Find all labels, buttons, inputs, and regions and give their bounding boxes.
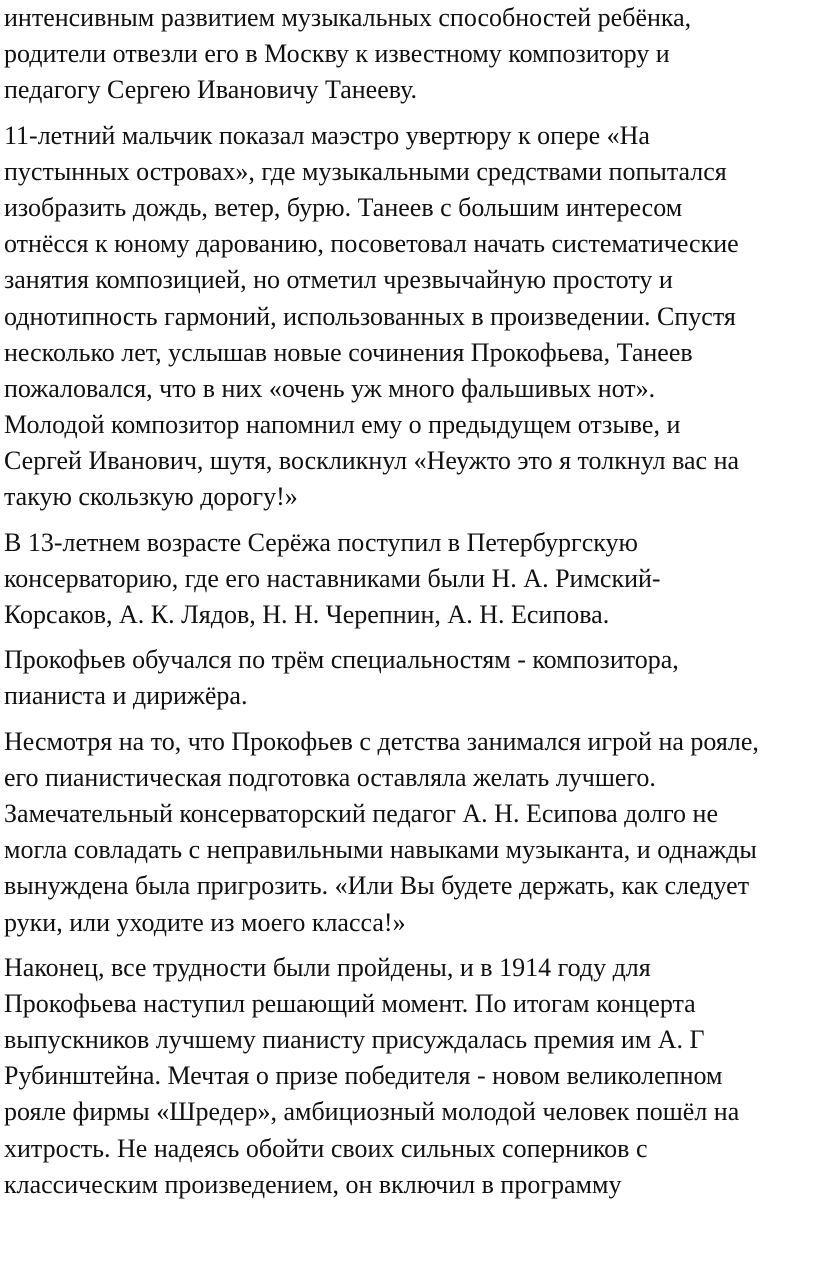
paragraph-gap xyxy=(4,516,816,525)
paragraph-gap xyxy=(4,633,816,642)
text-line: пожаловался, что в них «очень уж много фальшивых нот». xyxy=(4,373,656,403)
text-line: несколько лет, услышав новые сочинения Прокофьева, Танеев xyxy=(4,337,693,367)
text-line: пианиста и дирижёра. xyxy=(4,681,248,711)
paragraph-5 xyxy=(4,724,816,941)
text-line: Наконец, все трудности были пройдены, и в 1914 году для xyxy=(4,952,651,982)
text-line: В 13-летнем возрасте Серёжа поступил в Петербургскую xyxy=(4,527,638,557)
paragraph-1 xyxy=(4,0,816,109)
paragraph-gap xyxy=(4,941,816,950)
text-line: такую скользкую дорогу!» xyxy=(4,482,298,512)
text-line: консерваторию, где его наставниками были Н. А. Римский- xyxy=(4,563,661,593)
text-line: родители отвезли его в Москву к известному композитору и xyxy=(4,39,670,69)
text-line: Прокофьева наступил решающий момент. По итогам концерта xyxy=(4,988,696,1018)
text-line: Прокофьев обучался по трём специальностям - композитора, xyxy=(4,645,679,675)
text-line: педагогу Сергею Ивановичу Танееву. xyxy=(4,75,418,105)
text-line: интенсивным развитием музыкальных способностей ребёнка, xyxy=(4,3,692,32)
text-line: хитрость. Не надеясь обойти своих сильных соперников с xyxy=(4,1133,648,1163)
text-line: Рубинштейна. Мечтая о призе победителя - новом великолепном xyxy=(4,1061,723,1091)
text-line: руки, или уходите из моего класса!» xyxy=(4,907,406,937)
paragraph-6 xyxy=(4,950,816,1203)
paragraph-gap xyxy=(4,109,816,118)
text-line: рояле фирмы «Шредер», амбициозный молодой человек пошёл на xyxy=(4,1097,740,1127)
text-line: Молодой композитор напомнил ему о предыдущем отзыве, и xyxy=(4,410,681,440)
text-line: занятия композицией, но отметил чрезвычайную простоту и xyxy=(4,265,673,295)
text-line: Корсаков, А. К. Лядов, Н. Н. Черепнин, А. Н. Есипова. xyxy=(4,600,610,629)
text-line: Несмотря на то, что Прокофьев с детства занимался игрой на рояле, xyxy=(4,726,759,756)
text-line: могла совладать с неправильными навыками музыканта, и однажды xyxy=(4,835,757,865)
text-line: классическим произведением, он включил в программу xyxy=(4,1169,622,1199)
text-line: вынуждена была пригрозить. «Или Вы будете держать, как следует xyxy=(4,871,750,901)
paragraph-4 xyxy=(4,642,816,714)
paragraph-gap xyxy=(4,715,816,724)
document-page xyxy=(4,0,816,1203)
text-line: изобразить дождь, ветер, бурю. Танеев с большим интересом xyxy=(4,192,683,222)
text-line: Сергей Иванович, шутя, воскликнул «Неужто это я толкнул вас на xyxy=(4,446,740,476)
paragraph-2 xyxy=(4,118,816,516)
text-line: однотипность гармоний, использованных в произведении. Спустя xyxy=(4,301,736,331)
text-line: отнёсся к юному дарованию, посоветовал начать систематические xyxy=(4,229,739,259)
text-line: выпускников лучшему пианисту присуждалась премия им А. Г xyxy=(4,1025,705,1055)
text-line: пустынных островах», где музыкальными средствами попытался xyxy=(4,156,727,186)
paragraph-3 xyxy=(4,525,816,634)
text-line: его пианистическая подготовка оставляла желать лучшего. xyxy=(4,762,656,792)
text-line: 11-летний мальчик показал маэстро увертюру к опере «На xyxy=(4,120,650,150)
text-line: Замечательный консерваторский педагог А. Н. Есипова долго не xyxy=(4,798,718,828)
